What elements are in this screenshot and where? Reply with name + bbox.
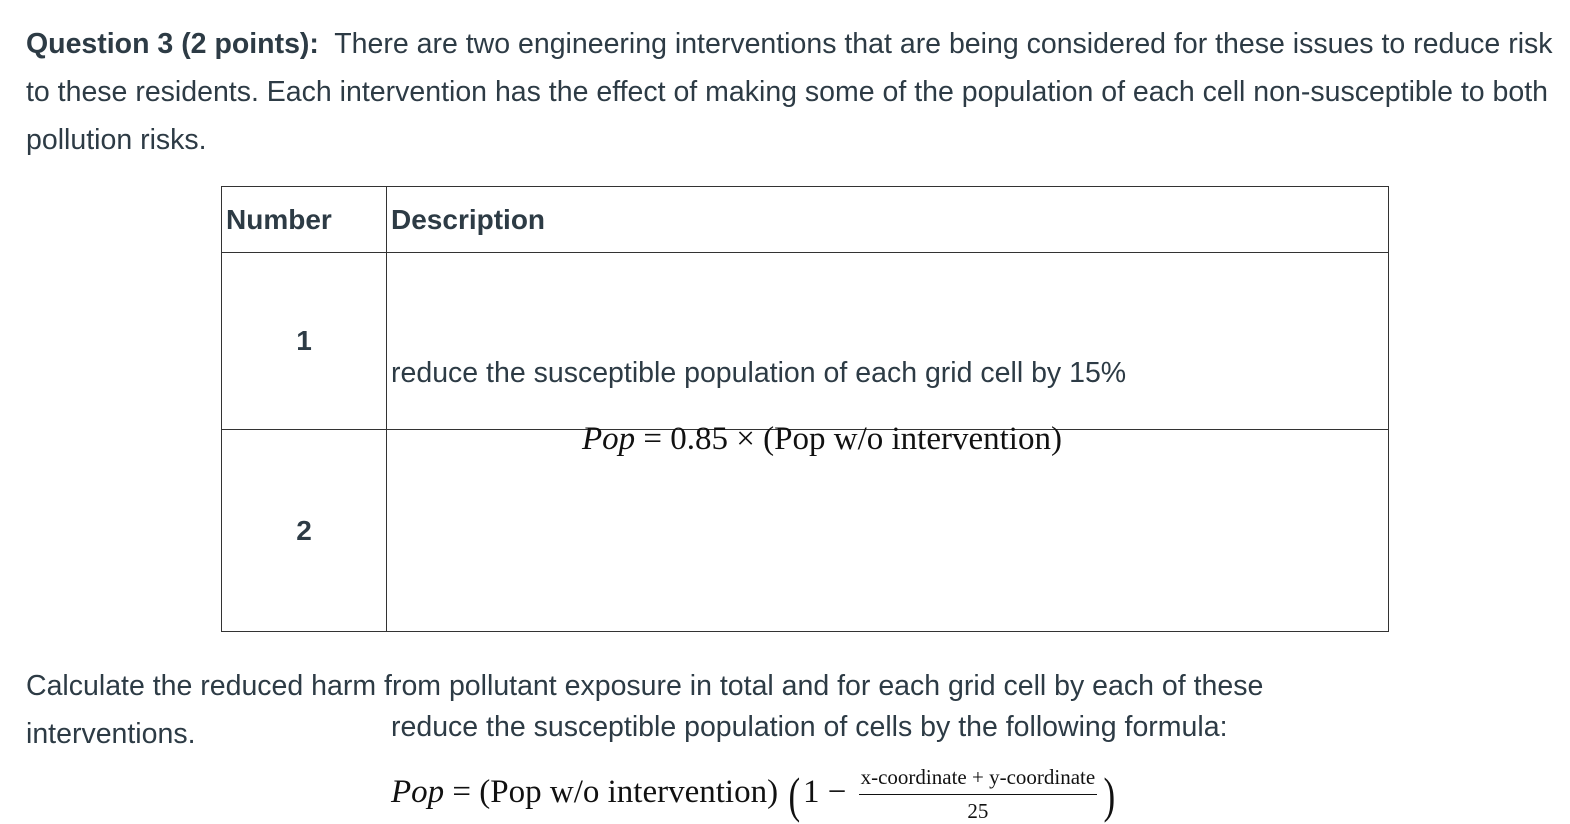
- question-prompt: [26, 20, 1556, 164]
- question-text: There are two engineering interventions that are being considered for these issues to reduce risk to these residents. Each intervention has the effect of making some of the population of each cell non-susceptible to both pollution risks.: [26, 28, 1553, 156]
- row-description-cell: [387, 253, 1389, 457]
- fraction-numerator: x-coordinate + y-coordinate: [859, 765, 1098, 795]
- formula-2-mid: = (Pop w/o intervention): [452, 774, 779, 811]
- row-description: reduce the susceptible population of each grid cell by 15%: [391, 357, 1127, 389]
- close-paren: ): [1103, 766, 1116, 823]
- open-paren: (: [788, 766, 801, 823]
- header-description: Description: [387, 187, 1389, 253]
- table-header-row: [222, 187, 1389, 253]
- row-number: 1: [222, 253, 387, 430]
- question-label: Question 3 (2 points):: [26, 28, 319, 60]
- formula-2-lhs: Pop: [391, 774, 445, 811]
- formula-1-rhs: = 0.85 × (Pop w/o intervention): [643, 421, 1062, 457]
- table-row: [222, 430, 1389, 632]
- formula-2-one-minus: 1 −: [802, 774, 847, 811]
- header-number: Number: [222, 187, 387, 253]
- row-description: reduce the susceptible population of cells by the following formula:: [391, 711, 1228, 743]
- closing-instruction: Calculate the reduced harm from pollutant exposure in total and for each grid cell by each of these interventions.: [26, 670, 1264, 750]
- row-number: 2: [222, 430, 387, 632]
- table-row: [222, 253, 1389, 430]
- formula-1-lhs: Pop: [582, 421, 636, 457]
- fraction-denominator: 25: [967, 799, 989, 823]
